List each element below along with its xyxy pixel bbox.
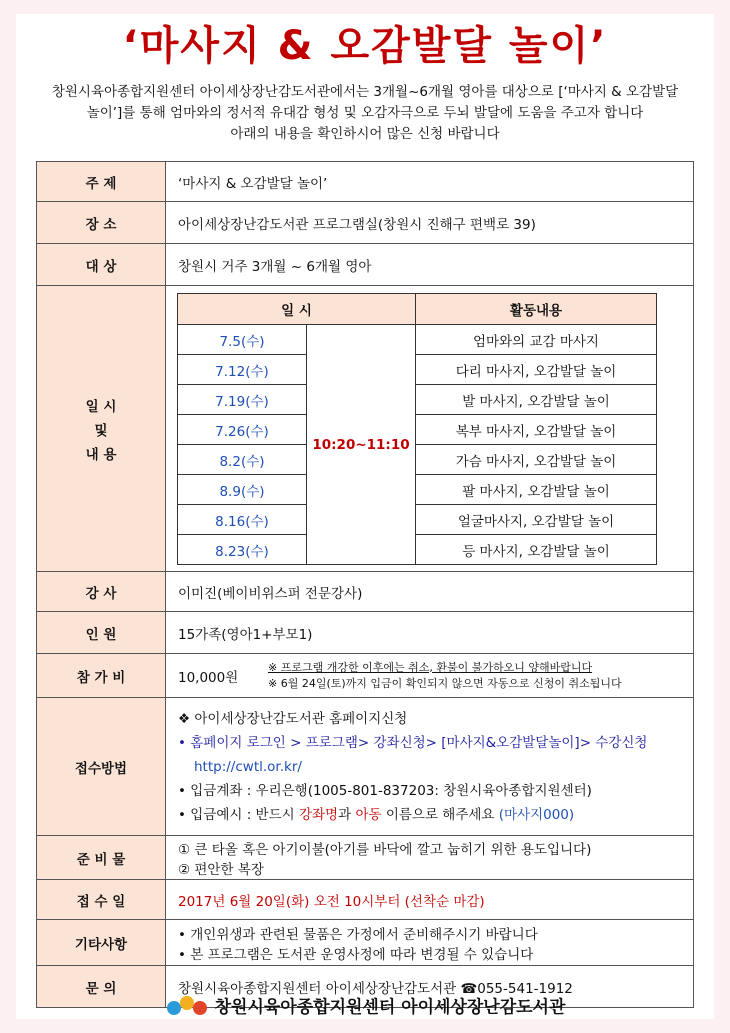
supplies-item-2: ② 편안한 복장 [178, 861, 264, 878]
example-part-e: 이름으로 해주세요 [381, 806, 499, 823]
schedule-label-2: 및 [94, 422, 108, 439]
schedule-label-1: 일 시 [85, 398, 117, 415]
schedule-head-date: 일 시 [178, 294, 416, 325]
session-row [178, 415, 657, 445]
info-table [36, 161, 694, 1008]
session-row [178, 535, 657, 565]
homepage-link[interactable]: http://cwtl.or.kr/ [194, 758, 302, 775]
supplies-label: 준 비 물 [37, 836, 166, 880]
etc-item-2: • 본 프로그램은 도서관 운영사정에 따라 변경될 수 있습니다 [178, 946, 534, 963]
apply-cell [166, 698, 694, 836]
instructor-value: 이미진(베이비위스퍼 전문강사) [166, 572, 694, 612]
capacity-value: 15가족(영아1+부모1) [166, 612, 694, 654]
capacity-label: 인 원 [37, 612, 166, 654]
place-value: 아이세상장난감도서관 프로그램실(창원시 진해구 편백로 39) [166, 202, 694, 244]
example-course: 강좌명 [298, 806, 339, 823]
session-row [178, 445, 657, 475]
target-label: 대 상 [37, 244, 166, 286]
apply-example [178, 803, 683, 827]
row-place [37, 202, 694, 244]
etc-label: 기타사항 [37, 920, 166, 966]
apply-head: ❖ 아이세상장난감도서관 홈페이지신청 [178, 710, 408, 727]
example-part-c: 과 [338, 806, 356, 823]
session-date: 7.19(수) [178, 385, 307, 415]
subject-label: 주 제 [37, 162, 166, 202]
etc-item-1: • 개인위생과 관련된 물품은 가정에서 준비해주시기 바랍니다 [178, 926, 538, 943]
session-date: 7.12(수) [178, 355, 307, 385]
schedule-cell [166, 286, 694, 572]
target-value: 창원시 거주 3개월 ~ 6개월 영아 [166, 244, 694, 286]
session-activity: 복부 마사지, 오감발달 놀이 [416, 415, 657, 445]
apply-step: • 홈페이지 로그인 > 프로그램> 강좌신청> [마사지&오감발달놀이]> 수강신청 [178, 734, 648, 751]
fee-cell [166, 654, 694, 698]
date-value: 2017년 6월 20일(화) 오전 10시부터 (선착순 마감) [166, 880, 694, 920]
supplies-cell [166, 836, 694, 880]
apply-account: • 입금계좌 : 우리은행(1005-801-837203: 창원시육아종합지원센터) [178, 782, 592, 799]
center-logo-icon [165, 992, 209, 1023]
row-etc [37, 920, 694, 966]
fee-notes [268, 660, 622, 692]
session-row [178, 505, 657, 535]
schedule-head-activity: 활동내용 [416, 294, 657, 325]
schedule-label-3: 내 용 [85, 446, 117, 463]
session-date: 8.2(수) [178, 445, 307, 475]
session-date: 8.16(수) [178, 505, 307, 535]
contact-label: 문 의 [37, 966, 166, 1008]
supplies-item-1: ① 큰 타올 혹은 아기이불(아기를 바닥에 깔고 눕히기 위한 용도입니다) [178, 841, 592, 858]
schedule-label [37, 286, 166, 572]
session-row [178, 385, 657, 415]
session-time: 10:20~11:10 [307, 325, 416, 565]
row-schedule [37, 286, 694, 572]
example-sample: (마사지000) [498, 806, 575, 823]
session-row [178, 325, 657, 355]
session-activity: 얼굴마사지, 오감발달 놀이 [416, 505, 657, 535]
session-date: 8.23(수) [178, 535, 307, 565]
fee-value: 10,000원 [178, 669, 239, 686]
subject-value: ‘마사지 & 오감발달 놀이’ [166, 162, 694, 202]
fee-note-2: ※ 6월 24일(토)까지 입금이 확인되지 않으면 자동으로 신청이 취소됩니다 [268, 676, 622, 690]
session-activity: 팔 마사지, 오감발달 놀이 [416, 475, 657, 505]
fee-label: 참 가 비 [37, 654, 166, 698]
place-label: 장 소 [37, 202, 166, 244]
session-activity: 발 마사지, 오감발달 놀이 [416, 385, 657, 415]
session-activity: 가슴 마사지, 오감발달 놀이 [416, 445, 657, 475]
etc-cell [166, 920, 694, 966]
session-activity: 엄마와의 교감 마사지 [416, 325, 657, 355]
example-part-a: • 입금예시 : 반드시 [178, 806, 299, 823]
example-child: 아동 [355, 806, 382, 823]
intro-line-2: 놀이’]를 통해 엄마와의 정서적 유대감 형성 및 오감자극으로 두뇌 발달에 도움을 주고자 합니다 [86, 105, 644, 121]
row-apply [37, 698, 694, 836]
fee-note-1: ※ 프로그램 개강한 이후에는 취소, 환불이 불가하오니 양해바랍니다 [268, 660, 593, 674]
date-label: 접 수 일 [37, 880, 166, 920]
intro-line-3: 아래의 내용을 확인하시어 많은 신청 바랍니다 [230, 126, 500, 142]
session-date: 8.9(수) [178, 475, 307, 505]
intro-line-1: 창원시육아종합지원센터 아이세상장난감도서관에서는 3개월~6개월 영아를 대상으로 [‘마사지 & 오감발달 [51, 84, 679, 100]
row-fee [37, 654, 694, 698]
session-activity: 다리 마사지, 오감발달 놀이 [416, 355, 657, 385]
schedule-table [177, 293, 657, 565]
session-date: 7.26(수) [178, 415, 307, 445]
session-activity: 등 마사지, 오감발달 놀이 [416, 535, 657, 565]
intro-text [14, 82, 716, 145]
page-title: ‘마사지 & 오감발달 놀이’ [122, 23, 608, 69]
row-instructor [37, 572, 694, 612]
session-row [178, 475, 657, 505]
session-row [178, 355, 657, 385]
row-capacity [37, 612, 694, 654]
apply-label: 접수방법 [37, 698, 166, 836]
instructor-label: 강 사 [37, 572, 166, 612]
session-date: 7.5(수) [178, 325, 307, 355]
footer-text: 창원시육아종합지원센터 아이세상장난감도서관 [214, 997, 566, 1018]
row-target [37, 244, 694, 286]
row-subject [37, 162, 694, 202]
row-supplies [37, 836, 694, 880]
row-date [37, 880, 694, 920]
contact-value: 창원시육아종합지원센터 아이세상장난감도서관 ☎055-541-1912 [166, 966, 694, 1008]
footer [0, 992, 730, 1023]
